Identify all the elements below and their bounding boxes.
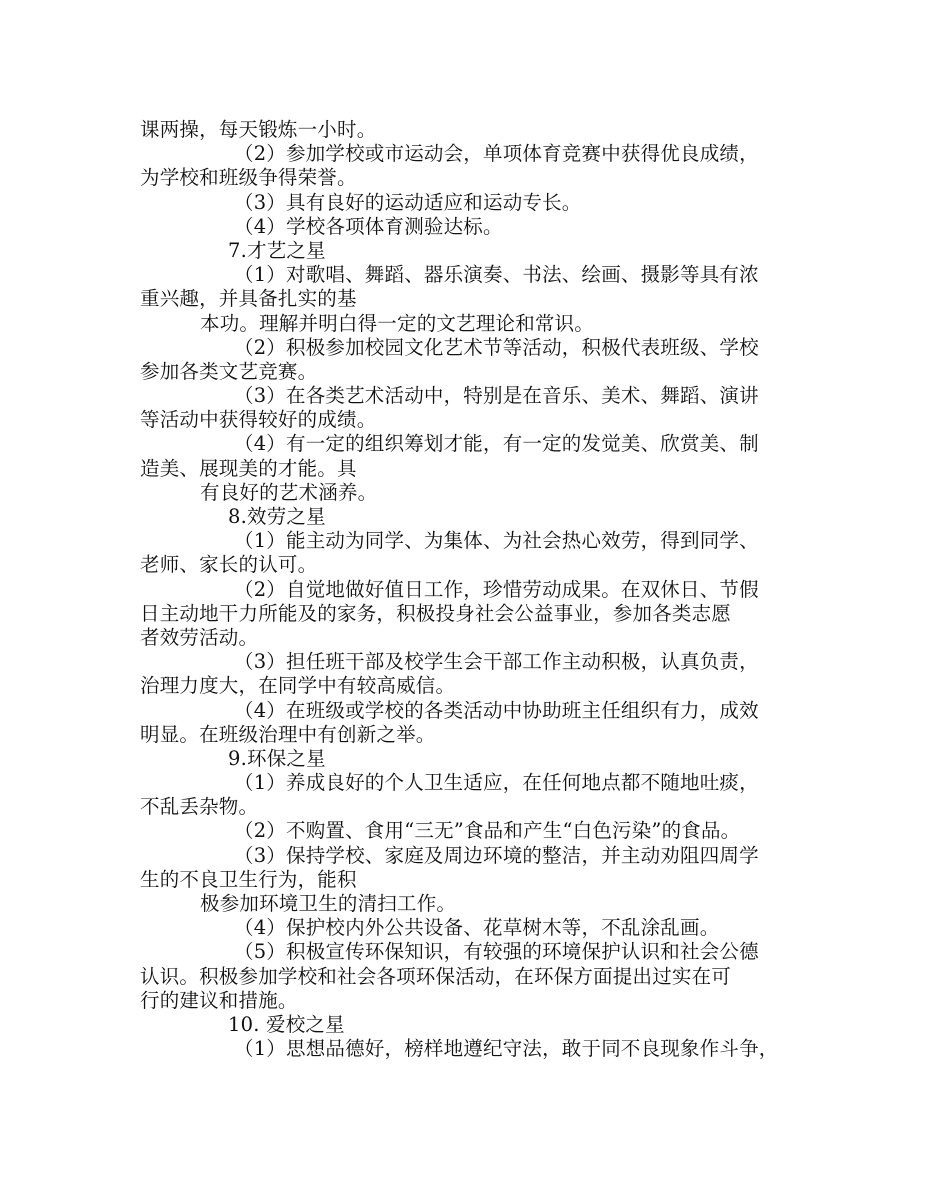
list-item: （3）担任班干部及校学生会干部工作主动积极，认真负责， <box>234 650 759 674</box>
list-item: （3）保持学校、家庭及周边环境的整洁，并主动劝阻四周学 <box>234 843 759 867</box>
list-item: （2）参加学校或市运动会，单项体育竞赛中获得优良成绩， <box>234 142 759 166</box>
section-heading: 7.才艺之星 <box>228 238 326 262</box>
list-item: （1）能主动为同学、为集体、为社会热心效劳，得到同学、 <box>234 529 759 553</box>
text-line: 老师、家长的认可。 <box>140 553 318 577</box>
text-line: 日主动地干力所能及的家务，积极投身社会公益事业，参加各类志愿 <box>140 601 732 625</box>
list-item: （3）在各类艺术活动中，特别是在音乐、美术、舞蹈、演讲 <box>234 384 759 408</box>
text-line: 本功。理解并明白得一定的文艺理论和常识。 <box>200 311 595 335</box>
list-item: （2）积极参加校园文化艺术节等活动，积极代表班级、学校 <box>234 335 759 359</box>
text-line: 课两操，每天锻炼一小时。 <box>140 118 377 141</box>
list-item: （1）对歌唱、舞蹈、器乐演奏、书法、绘画、摄影等具有浓 <box>234 263 759 287</box>
text-line: 造美、展现美的才能。具 <box>140 456 357 480</box>
list-item: （4）有一定的组织筹划才能，有一定的发觉美、欣赏美、制 <box>234 432 759 456</box>
text-line: 者效劳活动。 <box>140 625 259 649</box>
text-line: 不乱丢杂物。 <box>140 795 259 819</box>
list-item: （5）积极宣传环保知识，有较强的环境保护认识和社会公德 <box>234 940 759 964</box>
list-item: （2）不购置、食用“三无”食品和产生“白色污染”的食品。 <box>234 819 741 843</box>
text-line: 认识。积极参加学校和社会各项环保活动，在环保方面提出过实在可 <box>140 964 732 988</box>
text-line: 行的建议和措施。 <box>140 988 298 1012</box>
text-line: 参加各类文艺竞赛。 <box>140 359 318 383</box>
section-heading: 9.环保之星 <box>228 746 326 770</box>
list-item: （4）学校各项体育测验达标。 <box>234 214 503 238</box>
text-line: 等活动中获得较好的成绩。 <box>140 408 377 432</box>
text-line: 重兴趣，并具备扎实的基 <box>140 287 357 311</box>
list-item: （3）具有良好的运动适应和运动专长。 <box>234 190 582 214</box>
text-line: 明显。在班级治理中有创新之举。 <box>140 722 436 746</box>
text-line: 有良好的艺术涵养。 <box>200 480 378 504</box>
section-heading: 8.效劳之星 <box>228 505 326 528</box>
list-item: （1）养成良好的个人卫生适应，在任何地点都不随地吐痰， <box>234 771 759 795</box>
list-item: （4）在班级或学校的各类活动中协助班主任组织有力，成效 <box>234 698 759 722</box>
list-item: （2）自觉地做好值日工作，珍惜劳动成果。在双休日、节假 <box>234 577 759 601</box>
text-line: 治理力度大，在同学中有较高威信。 <box>140 674 456 698</box>
section-heading: 10. 爱校之星 <box>228 1012 345 1036</box>
text-line: 生的不良卫生行为，能积 <box>140 867 357 891</box>
text-line: 极参加环境卫生的清扫工作。 <box>200 892 457 915</box>
text-line: 为学校和班级争得荣誉。 <box>140 166 357 190</box>
list-item: （1）思想品德好，榜样地遵纪守法，敢于同不良现象作斗争， <box>234 1037 779 1061</box>
document-body <box>140 118 820 1061</box>
list-item: （4）保护校内外公共设备、花草树木等，不乱涂乱画。 <box>234 916 720 940</box>
